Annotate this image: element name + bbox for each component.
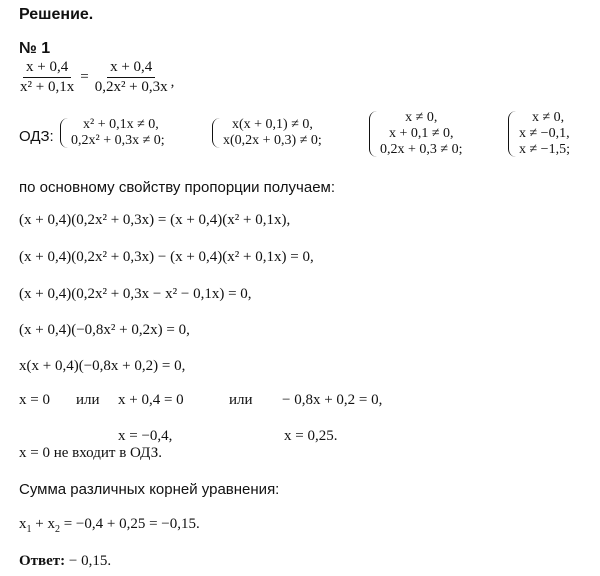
proportion-text: по основному свойству пропорции получаем: (19, 179, 336, 196)
step-line: (x + 0,4)(0,2x² + 0,3x) = (x + 0,4)(x² + 0,1x), (19, 212, 291, 228)
root-2: x = 0,25. (284, 428, 338, 444)
plus-sign: + (31, 516, 48, 532)
odz-system-3-row: x ≠ 0, (405, 110, 438, 125)
answer-label: Ответ: (19, 553, 66, 569)
x2-symbol: x (47, 516, 55, 532)
case-linear: − 0,8x + 0,2 = 0, (282, 392, 383, 408)
odz-system-4-row: x ≠ −1,5; (519, 142, 570, 157)
left-brace-icon (60, 118, 69, 148)
odz-system-1-row: 0,2x² + 0,3x ≠ 0; (71, 133, 165, 148)
odz-system-3 (369, 110, 462, 158)
left-numerator: x + 0,4 (23, 58, 71, 78)
sum-text: Сумма различных корней уравнения: (19, 481, 280, 498)
odz-system-4-row: x ≠ 0, (532, 110, 565, 125)
solution-title: Решение. (19, 6, 94, 23)
case-x-plus: x + 0,4 = 0 (118, 392, 184, 408)
sum-result: = −0,4 + 0,25 = −0,15. (59, 516, 200, 532)
left-denominator: x² + 0,1x (20, 79, 75, 95)
odz-system-1 (60, 117, 165, 149)
or-word: или (229, 392, 253, 408)
odz-system-2 (212, 117, 322, 149)
problem-number: № 1 (19, 40, 51, 57)
equation-comma: , (170, 74, 175, 90)
left-fraction (17, 58, 77, 97)
odz-label: ОДЗ: (19, 128, 54, 145)
left-brace-icon (369, 111, 378, 157)
main-equation (17, 58, 174, 97)
x1-subscript: 1 (26, 524, 32, 535)
right-fraction (92, 58, 171, 97)
step-line: (x + 0,4)(0,2x² + 0,3x) − (x + 0,4)(x² + 0,1x) = 0, (19, 249, 314, 265)
x1-symbol: x (19, 516, 27, 532)
x2-subscript: 2 (54, 524, 60, 535)
case-x-zero: x = 0 (19, 392, 50, 408)
right-numerator: x + 0,4 (107, 58, 155, 78)
step-line: (x + 0,4)(0,2x² + 0,3x − x² − 0,1x) = 0, (19, 286, 252, 302)
odz-system-3-row: 0,2x + 0,3 ≠ 0; (380, 142, 463, 157)
odz-system-3-row: x + 0,1 ≠ 0, (388, 126, 454, 141)
right-denominator: 0,2x² + 0,3x (94, 79, 168, 95)
or-word: или (76, 392, 100, 408)
answer-line (19, 553, 111, 570)
odz-system-2-row: x(x + 0,1) ≠ 0, (232, 117, 313, 132)
root-1: x = −0,4, (118, 428, 173, 444)
excluded-note: x = 0 не входит в ОДЗ. (19, 445, 162, 461)
left-brace-icon (508, 111, 517, 157)
sum-formula (19, 516, 200, 535)
answer-value: − 0,15. (65, 553, 112, 569)
odz-system-2-row: x(0,2x + 0,3) ≠ 0; (223, 133, 322, 148)
step-line: (x + 0,4)(−0,8x² + 0,2x) = 0, (19, 322, 190, 338)
odz-system-4-row: x ≠ −0,1, (519, 126, 570, 141)
odz-system-4 (508, 110, 570, 158)
step-line: x(x + 0,4)(−0,8x + 0,2) = 0, (19, 358, 186, 374)
equals-sign: = (80, 69, 89, 85)
left-brace-icon (212, 118, 221, 148)
odz-system-1-row: x² + 0,1x ≠ 0, (83, 117, 159, 132)
